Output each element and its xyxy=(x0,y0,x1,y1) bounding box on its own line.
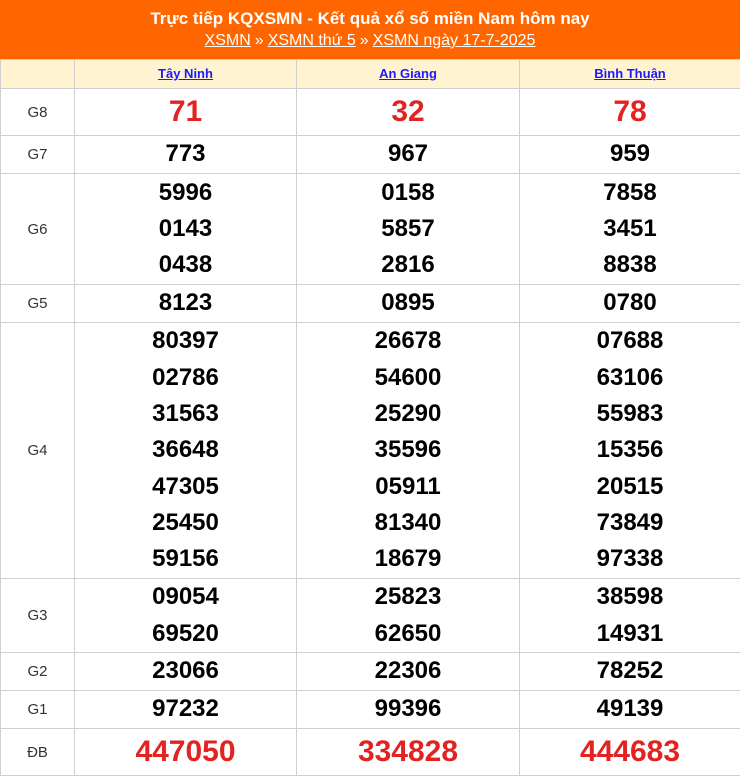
prize-row-g7 xyxy=(1,136,740,174)
prize-number: 32 xyxy=(297,90,519,134)
prize-number: 959 xyxy=(520,136,740,172)
prize-number: 71 xyxy=(75,90,296,134)
breadcrumb xyxy=(0,31,740,51)
prize-number: 25290 xyxy=(297,396,519,432)
prize-number: 49139 xyxy=(520,691,740,727)
prize-number: 47305 xyxy=(75,469,296,505)
prize-number: 02786 xyxy=(75,360,296,396)
prize-label: G4 xyxy=(1,323,75,579)
page-title: Trực tiếp KQXSMN - Kết quả xổ số miền Nam hôm nay xyxy=(0,8,740,30)
results-header xyxy=(0,0,740,59)
prize-number: 967 xyxy=(297,136,519,172)
prize-number: 62650 xyxy=(297,616,519,652)
prize-number: 0780 xyxy=(520,285,740,321)
prize-row-g2 xyxy=(1,653,740,691)
prize-number: 80397 xyxy=(75,323,296,359)
prize-number: 78252 xyxy=(520,653,740,689)
breadcrumb-xsmn-thu5-link[interactable]: XSMN thứ 5 xyxy=(268,32,356,49)
prize-label: G8 xyxy=(1,89,75,136)
prize-number: 25823 xyxy=(297,579,519,615)
prize-number: 78 xyxy=(520,90,740,134)
prize-number: 54600 xyxy=(297,360,519,396)
prize-number: 14931 xyxy=(520,616,740,652)
breadcrumb-xsmn-date-link[interactable]: XSMN ngày 17-7-2025 xyxy=(373,32,536,49)
prize-label: G5 xyxy=(1,285,75,323)
prize-row-g8 xyxy=(1,89,740,136)
prize-number: 3451 xyxy=(520,211,740,247)
prize-number: 0143 xyxy=(75,211,296,247)
prize-number: 99396 xyxy=(297,691,519,727)
prize-number: 63106 xyxy=(520,360,740,396)
prize-number: 23066 xyxy=(75,653,296,689)
province-header-row xyxy=(1,60,740,89)
prize-label: G2 xyxy=(1,653,75,691)
prize-label: G3 xyxy=(1,579,75,653)
prize-number: 22306 xyxy=(297,653,519,689)
prize-number: 81340 xyxy=(297,505,519,541)
prize-number: 97338 xyxy=(520,541,740,577)
prize-row-g5 xyxy=(1,285,740,323)
province-link-tay-ninh[interactable]: Tây Ninh xyxy=(158,66,213,81)
prize-number: 15356 xyxy=(520,432,740,468)
breadcrumb-separator: » xyxy=(356,32,373,49)
results-table xyxy=(0,59,740,776)
prize-number: 5996 xyxy=(75,175,296,211)
prize-number: 8838 xyxy=(520,247,740,283)
prize-label: ĐB xyxy=(1,729,75,776)
special-prize-number: 444683 xyxy=(520,730,740,774)
prize-number: 31563 xyxy=(75,396,296,432)
prize-row-g6 xyxy=(1,174,740,285)
prize-number: 73849 xyxy=(520,505,740,541)
prize-label: G7 xyxy=(1,136,75,174)
prize-number: 38598 xyxy=(520,579,740,615)
prize-number: 25450 xyxy=(75,505,296,541)
prize-number: 7858 xyxy=(520,175,740,211)
province-link-binh-thuan[interactable]: Bình Thuận xyxy=(594,66,666,81)
prize-number: 09054 xyxy=(75,579,296,615)
prize-number: 69520 xyxy=(75,616,296,652)
prize-number: 26678 xyxy=(297,323,519,359)
prize-number: 55983 xyxy=(520,396,740,432)
prize-number: 97232 xyxy=(75,691,296,727)
prize-row-g4 xyxy=(1,323,740,579)
province-link-an-giang[interactable]: An Giang xyxy=(379,66,437,81)
prize-row-g1 xyxy=(1,691,740,729)
prize-label: G1 xyxy=(1,691,75,729)
prize-number: 05911 xyxy=(297,469,519,505)
prize-number: 36648 xyxy=(75,432,296,468)
prize-number: 5857 xyxy=(297,211,519,247)
prize-number: 07688 xyxy=(520,323,740,359)
prize-row-special xyxy=(1,729,740,776)
prize-number: 0438 xyxy=(75,247,296,283)
special-prize-number: 447050 xyxy=(75,730,296,774)
breadcrumb-xsmn-link[interactable]: XSMN xyxy=(205,32,251,49)
prize-number: 0895 xyxy=(297,285,519,321)
prize-label: G6 xyxy=(1,174,75,285)
breadcrumb-separator: » xyxy=(251,32,268,49)
special-prize-number: 334828 xyxy=(297,730,519,774)
prize-number: 8123 xyxy=(75,285,296,321)
corner-cell xyxy=(1,60,75,89)
prize-row-g3 xyxy=(1,579,740,653)
prize-number: 18679 xyxy=(297,541,519,577)
prize-number: 35596 xyxy=(297,432,519,468)
prize-number: 2816 xyxy=(297,247,519,283)
prize-number: 773 xyxy=(75,136,296,172)
prize-number: 59156 xyxy=(75,541,296,577)
prize-number: 20515 xyxy=(520,469,740,505)
prize-number: 0158 xyxy=(297,175,519,211)
